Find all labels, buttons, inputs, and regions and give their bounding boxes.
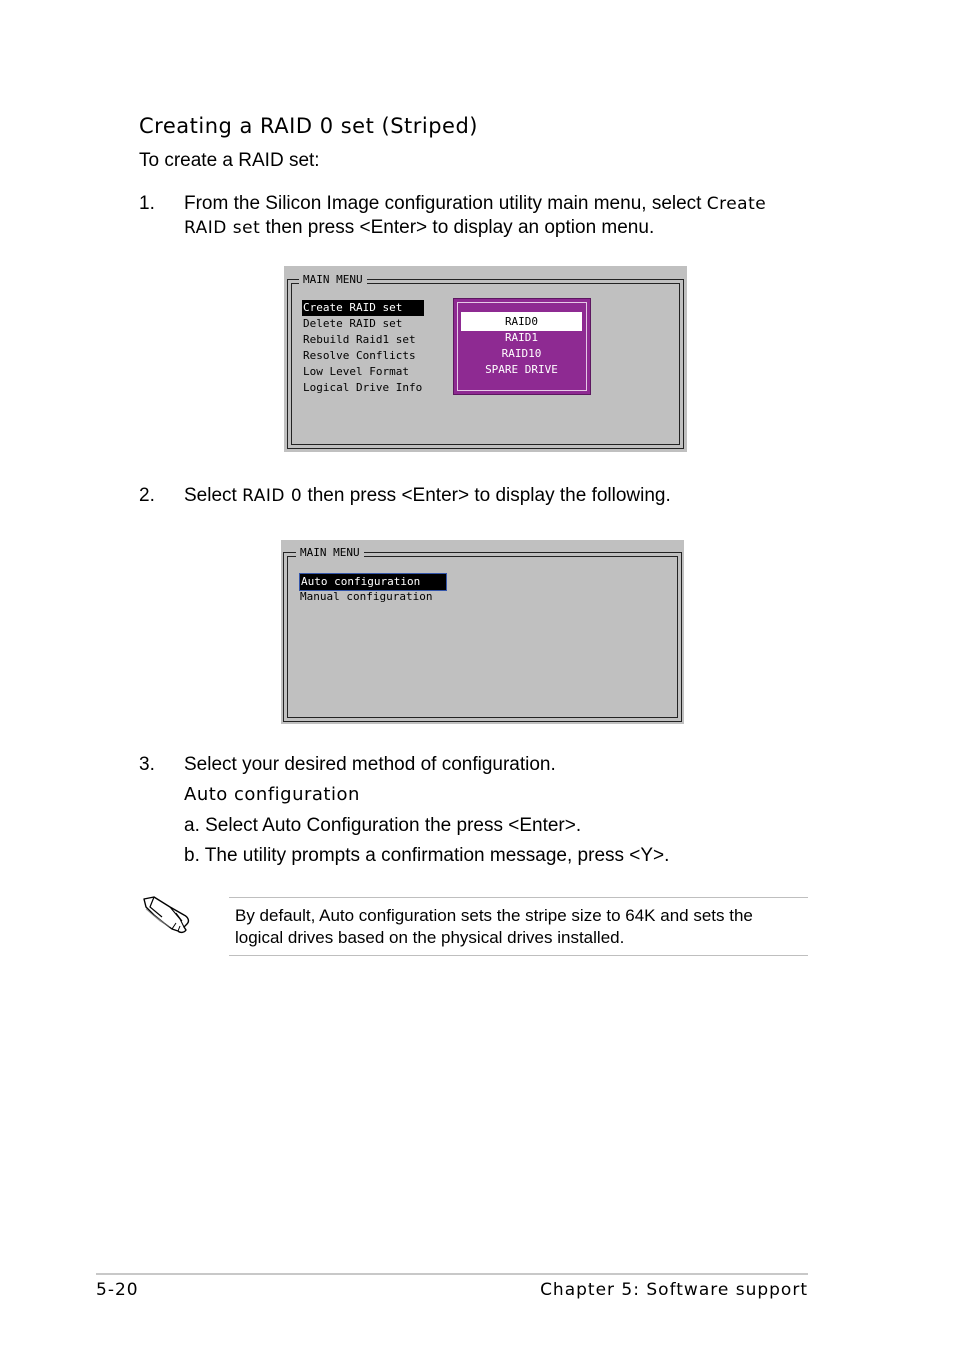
screen-title: MAIN MENU — [296, 546, 364, 559]
bios-screen-main-menu — [284, 266, 687, 452]
step-2-text-before: Select — [184, 485, 243, 506]
step-3-text: Select your desired method of configuration. — [184, 754, 556, 775]
note-top-rule — [229, 897, 808, 898]
menu-item-low-level-format[interactable]: Low Level Format — [303, 365, 409, 378]
step-2-text-after: then press <Enter> to display the following. — [302, 485, 671, 506]
note-line-2: logical drives based on the physical drives installed. — [235, 928, 625, 947]
note-bottom-rule — [229, 955, 808, 956]
step-1-number: 1. — [139, 193, 155, 214]
menu-item-resolve-conflicts[interactable]: Resolve Conflicts — [303, 349, 416, 362]
menu-item-manual-configuration[interactable]: Manual configuration — [300, 590, 433, 603]
note-line-1: By default, Auto configuration sets the stripe size to 64K and sets the — [235, 906, 753, 925]
step-1-text-before: From the Silicon Image configuration utility main menu, select — [184, 193, 707, 214]
step-1-line-2 — [184, 216, 654, 240]
note-hand-icon — [140, 893, 194, 937]
popup-item-raid0[interactable]: RAID0 — [461, 312, 582, 331]
step-2-line — [184, 484, 671, 508]
menu-item-auto-configuration[interactable]: Auto configuration — [299, 573, 447, 591]
raid-level-popup — [453, 298, 591, 395]
popup-item-raid10[interactable]: RAID10 — [501, 347, 542, 360]
step-3-sub-b: b. The utility prompts a confirmation message, press <Y>. — [184, 845, 670, 866]
step-3-subheading: Auto configuration — [184, 784, 360, 805]
popup-item-raid1[interactable]: RAID1 — [504, 331, 539, 344]
note-text — [235, 905, 753, 949]
menu-item-rebuild-raid1-set[interactable]: Rebuild Raid1 set — [303, 333, 416, 346]
screen-title: MAIN MENU — [299, 273, 367, 286]
bios-screen-configuration-menu — [281, 540, 684, 724]
footer-chapter: Chapter 5: Software support — [540, 1280, 808, 1300]
menu-item-create-raid-set[interactable]: Create RAID set — [302, 300, 424, 316]
step-1-line-1 — [184, 192, 766, 216]
menu-item-logical-drive-info[interactable]: Logical Drive Info — [303, 381, 423, 394]
section-title: Creating a RAID 0 set (Striped) — [139, 114, 479, 138]
step-1-text-after: then press <Enter> to display an option menu. — [260, 217, 655, 238]
menu-item-delete-raid-set[interactable]: Delete RAID set — [303, 317, 403, 330]
step-1-cmd-create: Create — [706, 194, 767, 214]
step-2-cmd-raid0: RAID 0 — [242, 486, 303, 506]
step-1-cmd-raid-set: RAID set — [184, 218, 261, 238]
step-3-number: 3. — [139, 754, 155, 775]
popup-item-spare-drive[interactable]: SPARE DRIVE — [485, 363, 558, 376]
step-2-number: 2. — [139, 485, 155, 506]
intro-text: To create a RAID set: — [139, 150, 320, 171]
footer-page-number: 5-20 — [96, 1280, 139, 1300]
footer-rule — [96, 1273, 808, 1275]
step-3-sub-a: a. Select Auto Configuration the press <Enter>. — [184, 815, 582, 836]
